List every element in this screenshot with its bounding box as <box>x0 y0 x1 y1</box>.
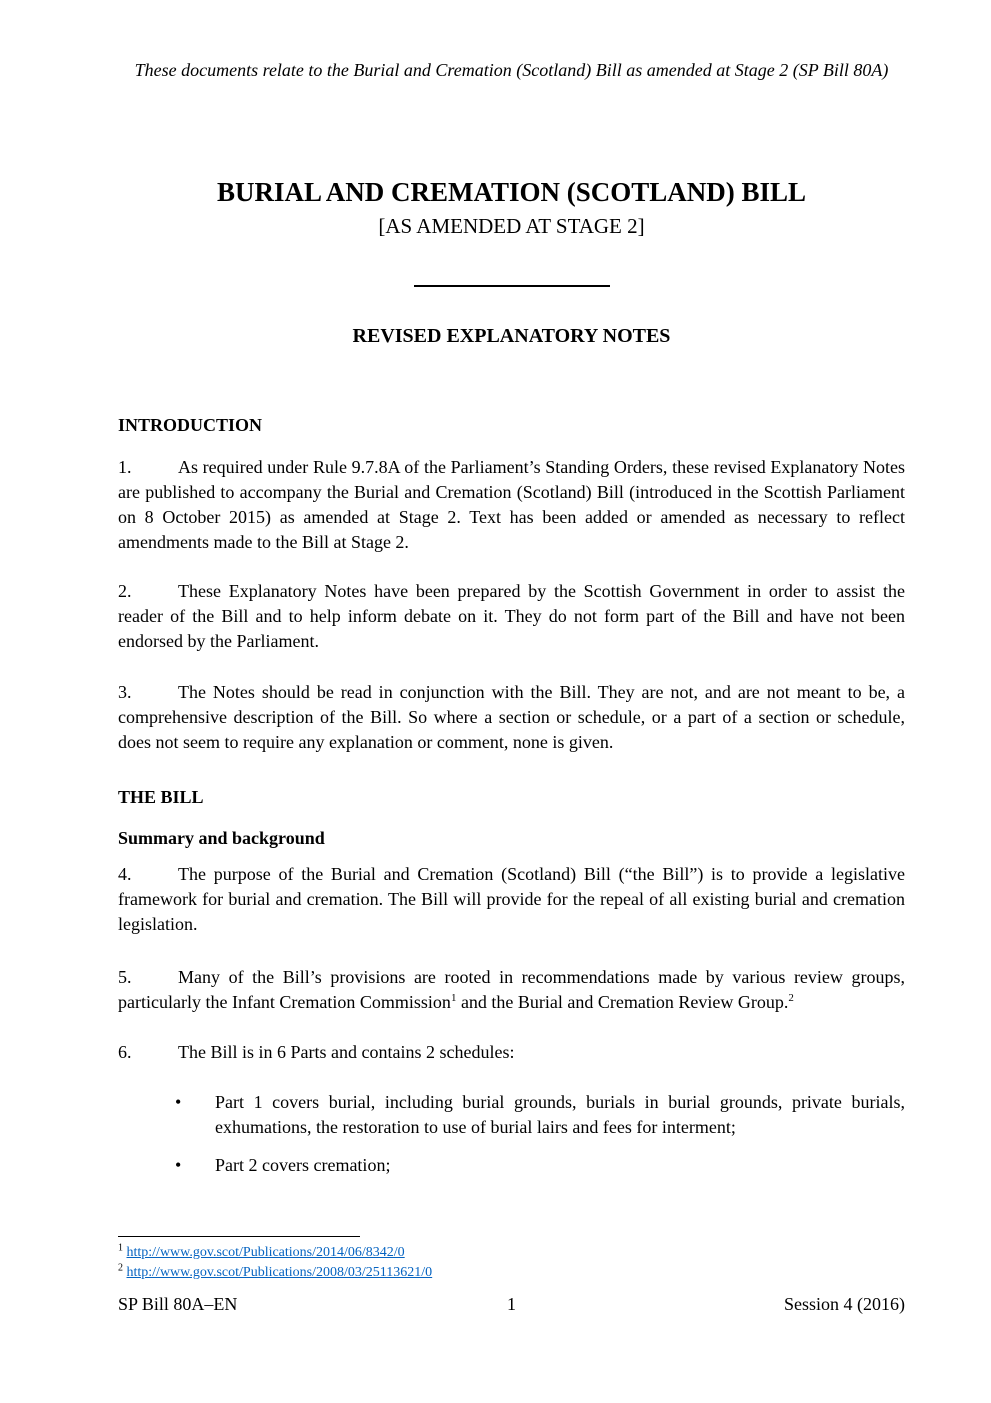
paragraph-3-number: 3. <box>118 682 132 702</box>
page-footer <box>118 1292 905 1317</box>
header-note: These documents relate to the Burial and Cremation (Scotland) Bill as amended at Stage 2 (SP Bill 80A) <box>134 60 889 80</box>
bill-subtitle: [AS AMENDED AT STAGE 2] <box>378 214 645 238</box>
paragraph-4-text: The purpose of the Burial and Cremation (Scotland) Bill (“the Bill”) is to provide a legislative framework for burial and cremation. The Bill will provide for the repeal of all existing burial and cremation legislation. <box>118 864 905 934</box>
footer-session: Session 4 (2016) <box>783 1294 905 1314</box>
paragraph-5-number: 5. <box>118 967 132 987</box>
paragraph-2-number: 2. <box>118 581 132 601</box>
paragraph-3 <box>118 680 905 755</box>
paragraph-4-number: 4. <box>118 864 132 884</box>
list-item-part-1 <box>118 1090 905 1140</box>
paragraph-5-text-b: and the Burial and Cremation Review Group. <box>456 992 789 1012</box>
list-item-part-2-text: Part 2 covers cremation; <box>215 1155 391 1175</box>
introduction-heading: INTRODUCTION <box>118 415 263 435</box>
footnote-2-marker: 2 <box>118 1262 123 1274</box>
footnote-1-marker: 1 <box>118 1242 123 1254</box>
footer-bill-reference: SP Bill 80A–EN <box>118 1294 238 1314</box>
the-bill-heading: THE BILL <box>118 787 204 807</box>
list-item-part-2 <box>118 1153 905 1178</box>
footnote-2 <box>118 1263 905 1283</box>
bill-title: BURIAL AND CREMATION (SCOTLAND) BILL <box>216 177 807 207</box>
footnotes <box>118 1236 905 1283</box>
footnote-1-link[interactable]: http://www.gov.scot/Publications/2014/06/8342/0 <box>126 1245 405 1260</box>
paragraph-6-text: The Bill is in 6 Parts and contains 2 schedules: <box>178 1042 515 1062</box>
paragraph-3-text: The Notes should be read in conjunction with the Bill. They are not, and are not meant to be, a comprehensive description of the Bill. So where a section or schedule, or a part of a section or schedule, does not seem to require any explanation or comment, none is given. <box>118 682 905 752</box>
footnote-ref-2: 2 <box>788 992 794 1004</box>
list-item-part-1-text: Part 1 covers burial, including burial grounds, burials in burial grounds, private burials, exhumations, the restoration to use of burial lairs and fees for interment; <box>215 1092 905 1137</box>
paragraph-2-text: These Explanatory Notes have been prepared by the Scottish Government in order to assist the reader of the Bill and to help inform debate on it. They do not form part of the Bill and have not been endorsed by the Parliament. <box>118 581 905 651</box>
title-divider <box>414 285 610 287</box>
paragraph-1-number: 1. <box>118 457 132 477</box>
paragraph-4 <box>118 862 905 937</box>
notes-heading: REVISED EXPLANATORY NOTES <box>352 325 671 347</box>
paragraph-1-text: As required under Rule 9.7.8A of the Parliament’s Standing Orders, these revised Explanatory Notes are published to accompany the Burial and Cremation (Scotland) Bill (introduced in the Scottish Parliament on 8 October 2015) as amended at Stage 2. Text has been added or amended as necessary to reflect amendments made to the Bill at Stage 2. <box>118 457 905 552</box>
paragraph-6-number: 6. <box>118 1042 132 1062</box>
paragraph-2 <box>118 579 905 654</box>
paragraph-1 <box>118 455 905 555</box>
paragraph-5-text-a: Many of the Bill’s provisions are rooted in recommendations made by various review groups, particularly the Infant Cremation Commission <box>118 967 905 1012</box>
paragraph-6 <box>118 1040 905 1065</box>
footnote-divider <box>118 1236 360 1237</box>
page-number: 1 <box>506 1294 516 1314</box>
footnote-2-link[interactable]: http://www.gov.scot/Publications/2008/03/25113621/0 <box>126 1265 433 1280</box>
footnote-ref-1: 1 <box>450 992 457 1004</box>
footnote-1 <box>118 1243 905 1263</box>
summary-background-subheading: Summary and background <box>118 828 325 848</box>
parts-list <box>118 1090 905 1178</box>
paragraph-5 <box>118 965 905 1015</box>
